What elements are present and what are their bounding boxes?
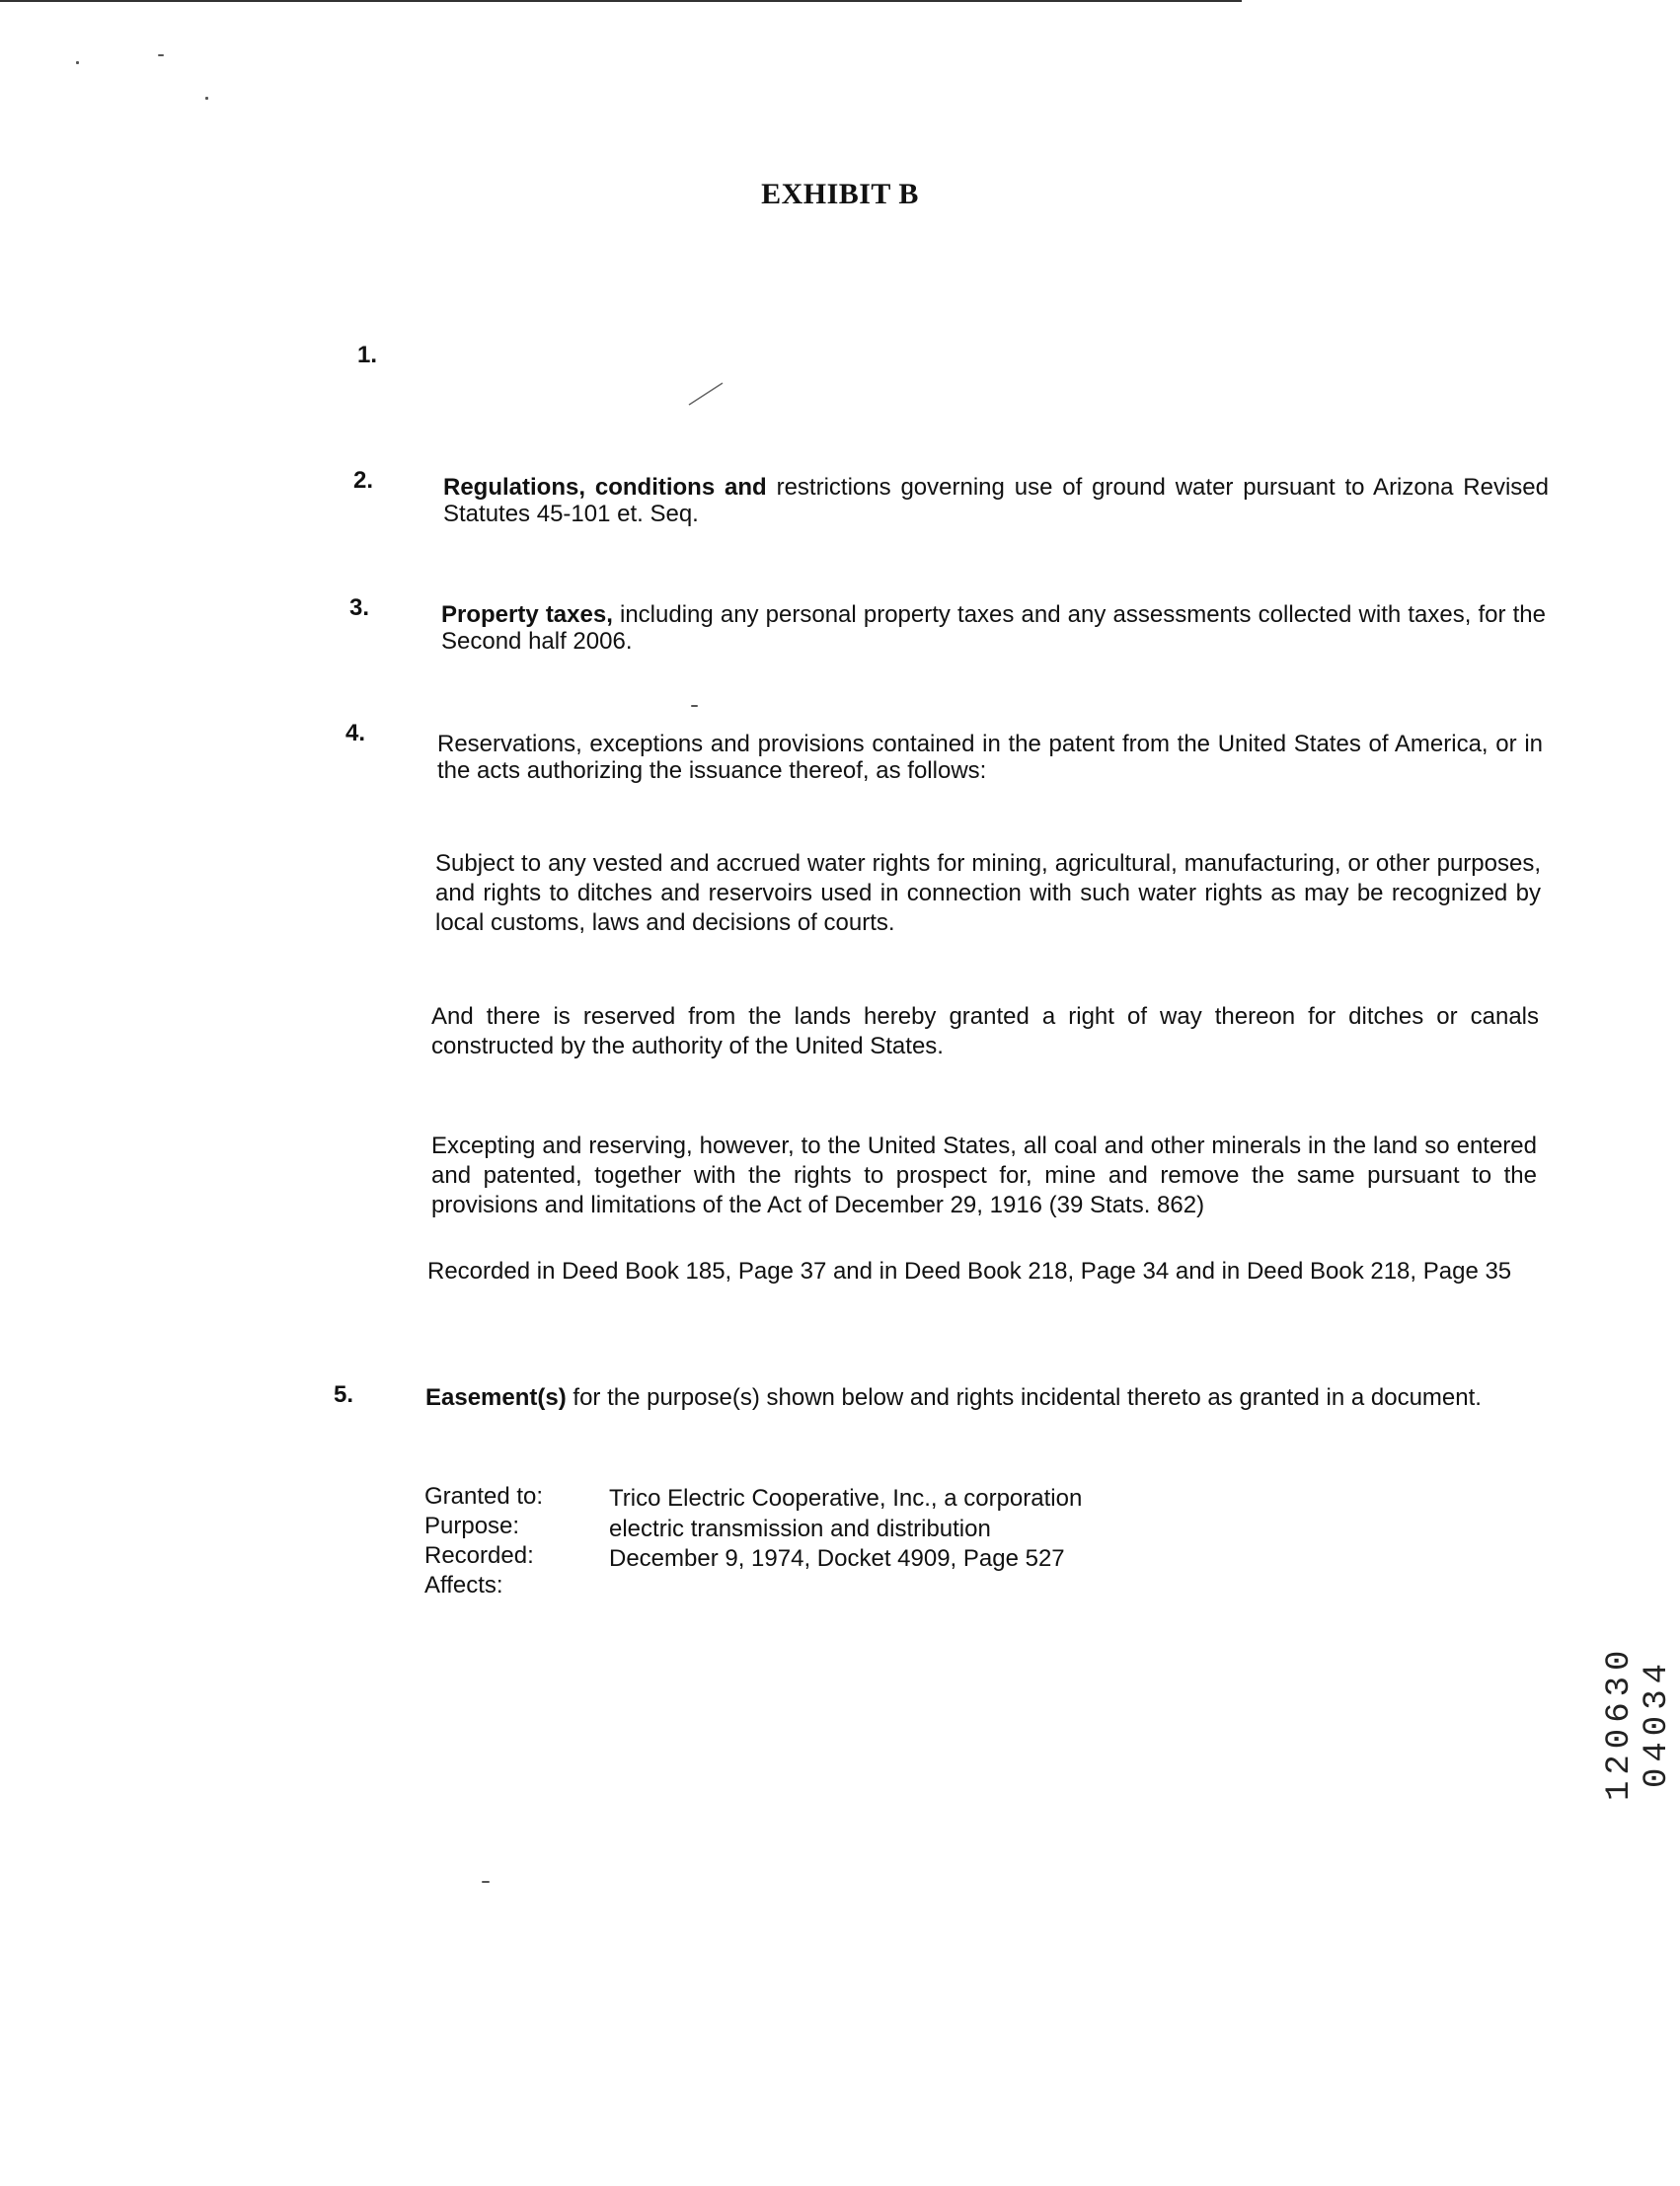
item-paragraph: [441, 601, 1546, 655]
scan-mark: [687, 379, 726, 407]
item-number: 3.: [349, 594, 370, 621]
detail-value: electric transmission and distribution: [609, 1516, 991, 1542]
detail-value: December 9, 1974, Docket 4909, Page 527: [609, 1545, 1065, 1572]
item-text: including any personal property taxes and any assessments collected with taxes, for the Second half 2006.: [441, 601, 1546, 655]
scan-speck: [76, 61, 79, 64]
sub-paragraph: Excepting and reserving, however, to the United States, all coal and other minerals in the land so entered and patented, together with the rights to prospect for, mine and remove the same pursuant to the provisions and limitations of the Act of December 29, 1916 (39 Stats. 862): [431, 1132, 1537, 1218]
item-paragraph: [437, 731, 1543, 784]
scan-speck: [482, 1881, 490, 1883]
top-border-line: [0, 0, 1242, 2]
item-text: Reservations, exceptions and provisions contained in the patent from the United States of America, or in the acts authorizing the issuance thereof, as follows:: [437, 731, 1543, 784]
item-number: 2.: [353, 467, 374, 494]
sub-paragraph: Subject to any vested and accrued water rights for mining, agricultural, manufacturing, or other purposes, and rights to ditches and reservoirs used in connection with such water rights as may be recognized by local customs, laws and decisions of courts.: [435, 850, 1541, 936]
detail-label: Granted to:: [424, 1483, 544, 1510]
detail-label: Recorded:: [424, 1542, 534, 1569]
item-paragraph: [425, 1384, 1533, 1411]
item-paragraph: [443, 474, 1549, 527]
scan-speck: [158, 54, 164, 56]
page-title: EXHIBIT B: [761, 178, 919, 210]
item-text: restrictions governing use of ground water pursuant to Arizona Revised Statutes 45-101 et. Seq.: [443, 474, 1549, 527]
item-number: 5.: [334, 1381, 354, 1408]
detail-value: Trico Electric Cooperative, Inc., a corporation: [609, 1485, 1083, 1512]
item-lead: Property taxes,: [441, 601, 613, 628]
item-text: for the purpose(s) shown below and rights incidental thereto as granted in a document.: [566, 1384, 1482, 1411]
detail-label: Purpose:: [424, 1513, 520, 1539]
document-stamp-number: 120630 04034: [1601, 1644, 1676, 1802]
item-lead: Regulations, conditions and: [443, 474, 767, 501]
sub-paragraph: And there is reserved from the lands hereby granted a right of way thereon for ditches or canals constructed by the authority of the United States.: [431, 1003, 1539, 1059]
sub-paragraph: Recorded in Deed Book 185, Page 37 and in Deed Book 218, Page 34 and in Deed Book 218, Page 35: [427, 1258, 1512, 1285]
scan-speck: [691, 705, 698, 707]
item-number: 4.: [345, 720, 366, 746]
scan-speck: [205, 97, 208, 100]
detail-label: Affects:: [424, 1572, 503, 1599]
item-number: 1.: [357, 342, 378, 368]
item-lead: Easement(s): [425, 1384, 567, 1411]
